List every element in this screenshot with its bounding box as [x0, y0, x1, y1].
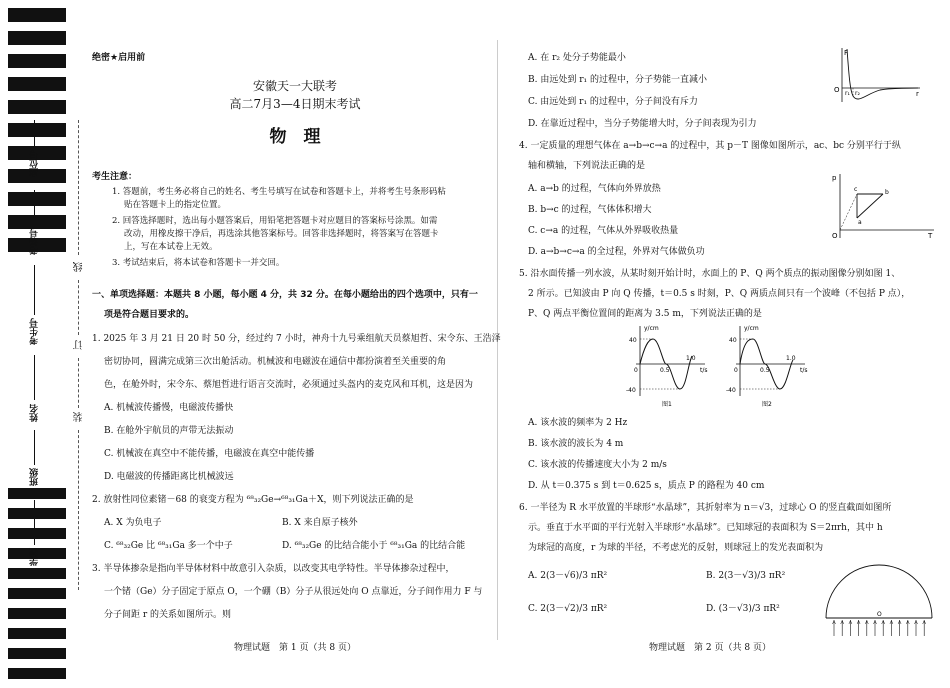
binding-stripe — [8, 100, 66, 114]
force-x-label: r — [916, 90, 919, 98]
binding-stripe — [8, 528, 66, 539]
q1-option-d: D. 电磁波的传播距离比机械波远 — [104, 472, 234, 482]
cut-dash-1 — [78, 120, 79, 255]
q4-option-b: B. b→c 的过程，气体体积增大 — [528, 205, 652, 215]
light-rays — [833, 620, 926, 636]
name-line — [34, 355, 35, 400]
q5-option-a: A. 该水波的频率为 2 Hz — [528, 418, 628, 428]
binding-stripe — [8, 648, 66, 659]
seat-line — [34, 120, 35, 146]
q1-line-2: 密切协同，圆满完成第三次出舱活动。机械波和电磁波在通信中都扮演着至关重要的角 — [104, 357, 447, 367]
cut-mark-ding: 订 — [74, 340, 85, 350]
pt-origin-label: O — [832, 232, 838, 240]
notice-2c: 上，写在本试卷上无效。 — [124, 242, 218, 252]
pt-origin-guide — [840, 194, 857, 230]
room-line — [34, 190, 35, 224]
q4-option-d: D. a→b→c→a 的全过程，外界对气体做负功 — [528, 247, 705, 257]
binding-stripe — [8, 192, 66, 206]
w1-tick-10: 1.0 — [686, 355, 696, 362]
q3-line-3: 分子间距 r 的关系如图所示。则 — [104, 610, 232, 620]
notice-1a: 1. 答题前，考生务必将自己的姓名、考生号填写在试卷和答题卡上，并将考生号条形码粘 — [112, 187, 446, 197]
binding-stripes — [8, 8, 66, 683]
binding-stripe — [8, 628, 66, 639]
q3-option-c: C. 由远处到 r₁ 的过程中，分子间没有斥力 — [528, 97, 698, 107]
q4-line-2: 轴和横轴，下列说法正确的是 — [528, 161, 646, 171]
q2-option-d: D. ⁶⁸₃₂Ge 的比结合能小于 ⁶⁸₃₁Ga 的比结合能 — [282, 541, 466, 551]
r1-label: r₁ — [845, 90, 850, 97]
q6-option-c: C. 2(3－√2)/3 πR² — [528, 604, 608, 614]
q3-option-b: B. 由远处到 r₁ 的过程中，分子势能一直减小 — [528, 75, 707, 85]
wave-figures — [600, 322, 820, 410]
q1-option-b: B. 在舱外宇航员的声带无法振动 — [104, 426, 234, 436]
q3-line-2: 一个锗（Ge）分子固定于原点 O，一个硼（B）分子从很远处向 O 点靠近，分子间作用力 F 与 — [104, 587, 483, 597]
q3-line-1: 3. 半导体掺杂是指向半导体材料中故意引入杂质，以改变其电学特性。半导体掺杂过程中， — [92, 564, 455, 574]
w2-tick-0: 0 — [734, 367, 738, 374]
cut-mark-zhuang: 装 — [74, 412, 85, 422]
binding-stripe — [8, 8, 66, 22]
pressure-temperature-figure — [830, 172, 936, 240]
secret-mark: 绝密★启用前 — [92, 53, 146, 63]
pt-point-b: b — [885, 189, 889, 196]
w1-tick-05: 0.5 — [660, 367, 670, 374]
force-y-label: F — [844, 49, 849, 57]
q5-option-d: D. 从 t＝0.375 s 到 t＝0.625 s，质点 P 的路程为 40 cm — [528, 481, 765, 491]
q2-option-a: A. X 为负电子 — [104, 518, 162, 528]
class-line — [34, 430, 35, 465]
q4-option-a: A. a→b 的过程，气体向外界放热 — [528, 184, 661, 194]
notice-1b: 贴在答题卡上的指定位置。 — [124, 200, 227, 210]
q5-line-1: 5. 沿水面传播一列水波，从某时刻开始计时，水面上的 P、Q 两个质点的振动图像分别如图 1、 — [519, 269, 901, 279]
q3-option-a: A. 在 r₂ 处分子势能最小 — [528, 53, 626, 63]
q2-option-c: C. ⁶⁸₃₂Ge 比 ⁶⁸₃₁Ga 多一个中子 — [104, 541, 233, 551]
binding-stripe — [8, 488, 66, 499]
q5-option-b: B. 该水波的波长为 4 m — [528, 439, 624, 449]
q6-option-b: B. 2(3－√3)/3 πR² — [706, 571, 786, 581]
force-origin-label: O — [834, 86, 840, 94]
binding-stripe — [8, 215, 66, 229]
school-line — [34, 500, 35, 545]
pt-point-c: c — [854, 186, 858, 193]
wave-figure-2 — [726, 325, 808, 408]
q4-option-c: C. c→a 的过程，气体从外界吸收热量 — [528, 226, 679, 236]
w2-y-label: y/cm — [744, 325, 759, 332]
q6-line-1: 6. 一半径为 R 水平放置的半球形“水晶球”，其折射率为 n＝√3，过球心 O 的竖直截面如图所 — [519, 503, 892, 513]
q6-line-2: 示。垂直于水平面的平行光射入半球形“水晶球”。已知球冠的表面积为 S＝2πrh，其中 h — [528, 523, 883, 533]
name-label: 姓名 — [30, 404, 40, 422]
notice-title: 考生注意： — [92, 172, 138, 182]
w1-y-label: y/cm — [644, 325, 659, 332]
section1-heading-b: 项是符合题目要求的。 — [104, 310, 195, 320]
cut-dash-4 — [78, 430, 79, 590]
q1-option-a: A. 机械波传播慢，电磁波传播快 — [104, 403, 234, 413]
cut-dash-3 — [78, 358, 79, 408]
id-line — [34, 265, 35, 315]
q3-option-d: D. 在靠近过程中，当分子势能增大时，分子间表现为引力 — [528, 119, 757, 129]
force-distance-figure — [830, 46, 922, 104]
pt-path-ab — [857, 194, 883, 218]
room-label: 考场号 — [30, 228, 40, 255]
w2-tick-05: 0.5 — [760, 367, 770, 374]
w1-caption: 图1 — [662, 401, 672, 408]
wave-figure-1 — [626, 325, 708, 408]
notice-2b: 改动，用橡皮擦干净后，再选涂其他答案标号。回答非选择题时，将答案写在答题卡 — [124, 229, 439, 239]
page1-footer: 物理试题 第 1 页（共 8 页） — [234, 643, 356, 653]
pt-x-label: T — [928, 232, 933, 240]
binding-stripe — [8, 54, 66, 68]
w1-x-label: t/s — [700, 367, 708, 374]
school-label: 学校 — [30, 548, 40, 566]
q1-line-3: 色，在舱外时，宋令东、蔡旭哲进行语言交流时，必须通过头盔内的麦克风和耳机，这是因为 — [104, 380, 474, 390]
binding-stripe — [8, 123, 66, 137]
subject-title: 物 理 — [269, 127, 321, 147]
w2-caption: 图2 — [762, 401, 772, 408]
notice-2a: 2. 回答选择题时，选出每小题答案后，用铅笔把答题卡对应题目的答案标号涂黑。如需 — [112, 216, 438, 226]
q6-line-3: 为球冠的高度，r 为球的半径，不考虑光的反射，则球冠上的发光表面积为 — [528, 543, 824, 553]
w1-tick-neg40: -40 — [626, 387, 636, 394]
q1-option-c: C. 机械波在真空中不能传播，电磁波在真空中能传播 — [104, 449, 315, 459]
notice-3: 3. 考试结束后，将本试卷和答题卡一并交回。 — [112, 258, 285, 268]
q5-line-3: P、Q 两点平衡位置间的距离为 3.5 m，下列说法正确的是 — [528, 309, 762, 319]
binding-stripe — [8, 608, 66, 619]
exam-title: 高二7月3—4日期末考试 — [229, 97, 361, 111]
section1-heading-a: 一、单项选择题：本题共 8 小题，每小题 4 分，共 32 分。在每小题给出的四个选项中，只有一 — [92, 290, 478, 300]
q4-line-1: 4. 一定质量的理想气体在 a→b→c→a 的过程中，其 p－T 图像如图所示，ac、bc 分别平行于纵 — [519, 141, 901, 151]
cut-dash-2 — [78, 280, 79, 335]
pt-y-label: p — [832, 174, 837, 182]
q2-option-b: B. X 来自原子核外 — [282, 518, 358, 528]
w2-tick-neg40: -40 — [726, 387, 736, 394]
q6-option-a: A. 2(3－√6)/3 πR² — [528, 571, 608, 581]
r2-label: r₂ — [855, 90, 860, 97]
class-label: 班级 — [30, 468, 40, 486]
q2-stem: 2. 放射性同位素锗－68 的衰变方程为 ⁶⁸₃₂Ge→⁶⁸₃₁Ga＋X，则下列说法正确的是 — [92, 495, 414, 505]
w2-x-label: t/s — [800, 367, 808, 374]
binding-stripe — [8, 588, 66, 599]
q1-line-1: 1. 2025 年 3 月 21 日 20 时 50 分，经过约 7 小时，神舟十九号乘组航天员蔡旭哲、宋令东、王浩泽 — [92, 334, 501, 344]
w1-tick-40: 40 — [629, 337, 637, 344]
seat-label: 座位号 — [30, 150, 40, 177]
pt-point-a: a — [858, 219, 862, 226]
q5-line-2: 2 所示。已知波由 P 向 Q 传播，t＝0.5 s 时刻，P、Q 两质点间只有一个波峰（不包括 P 点）， — [528, 289, 911, 299]
org-title: 安徽天一大联考 — [252, 79, 337, 93]
hemisphere-figure — [822, 558, 936, 638]
q5-option-c: C. 该水波的传播速度大小为 2 m/s — [528, 460, 667, 470]
q6-option-d: D. (3－√3)/3 πR² — [706, 604, 780, 614]
binding-stripe — [8, 508, 66, 519]
binding-stripe — [8, 77, 66, 91]
w2-tick-10: 1.0 — [786, 355, 796, 362]
hemisphere-center-label: O — [877, 611, 882, 618]
binding-stripe — [8, 568, 66, 579]
w1-tick-0: 0 — [634, 367, 638, 374]
w2-tick-40: 40 — [729, 337, 737, 344]
cut-mark-line: 线 — [74, 262, 85, 272]
id-label: 考生号 — [30, 318, 40, 345]
binding-stripe — [8, 668, 66, 679]
page2-footer: 物理试题 第 2 页（共 8 页） — [649, 643, 771, 653]
binding-stripe — [8, 31, 66, 45]
